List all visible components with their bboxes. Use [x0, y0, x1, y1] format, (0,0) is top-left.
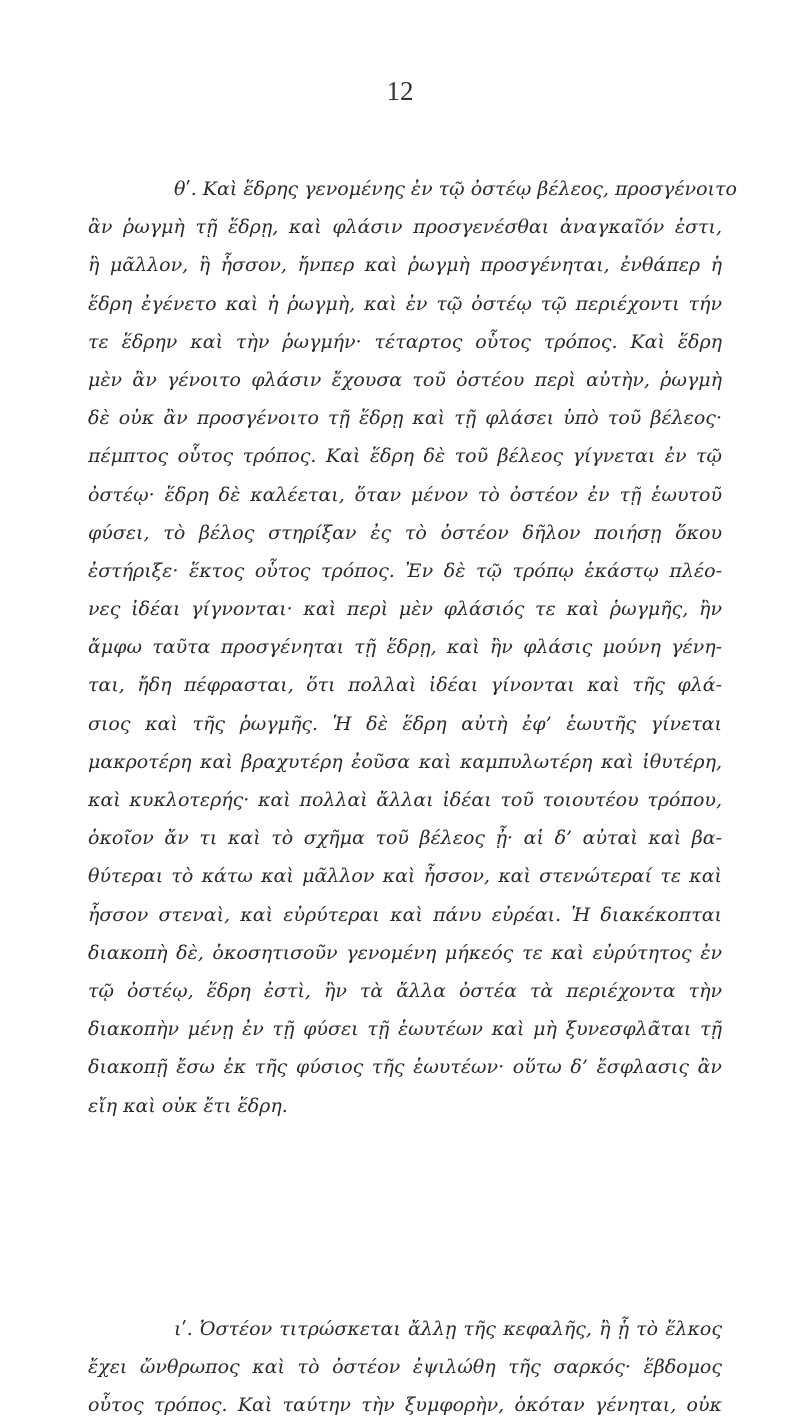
- text-line: δὲ οὐκ ἂν προσγένοιτο τῇ ἕδρῃ καὶ τῇ φλάσει ὑπὸ τοῦ βέλεος·: [88, 407, 722, 430]
- section-theta: [88, 170, 737, 1125]
- text-line: τε ἕδρην καὶ τὴν ῥωγμήν· τέταρτος οὗτος τρόπος. Καὶ ἕδρη: [88, 330, 722, 353]
- text-line: ἐστήριξε· ἕκτος οὗτος τρόπος. Ἐν δὲ τῷ τρόπῳ ἑκάστῳ πλέο-: [88, 559, 722, 582]
- text-line: καὶ κυκλοτερής· καὶ πολλαὶ ἄλλαι ἰδέαι τοῦ τοιουτέου τρόπου,: [88, 789, 722, 811]
- text-line: διακοπὴ δὲ, ὁκοσητισοῦν γενομένη μήκεός τε καὶ εὐρύτητος ἐν: [88, 941, 722, 964]
- text-line: μὲν ἂν γένοιτο φλάσιν ἔχουσα τοῦ ὀστέου περὶ αὐτὴν, ῥωγμὴ: [88, 368, 722, 391]
- text-line: πέμπτος οὗτος τρόπος. Καὶ ἕδρη δὲ τοῦ βέλεος γίγνεται ἐν τῷ: [88, 445, 722, 468]
- text-line: διακοπὴν μένῃ ἐν τῇ φύσει τῇ ἑωυτέων καὶ μὴ ξυνεσφλᾶται τῇ: [88, 1018, 722, 1041]
- text-line: ὀστέῳ· ἕδρη δὲ καλέεται, ὅταν μένον τὸ ὀστέον ἐν τῇ ἑωυτοῦ: [88, 483, 722, 506]
- text-line: θʹ. Καὶ ἕδρης γενομένης ἐν τῷ ὀστέῳ βέλεος, προσγένοιτο: [174, 178, 737, 200]
- text-line: διακοπῇ ἔσω ἐκ τῆς φύσιος τῆς ἑωυτέων· οὕτω δ’ ἔσφλασις ἂν: [88, 1056, 722, 1079]
- text-line: φύσει, τὸ βέλος στηρίξαν ἐς τὸ ὀστέον δῆλον ποιήσῃ ὅκου: [88, 521, 722, 544]
- text-line: ἔχει ὤνθρωπος καὶ τὸ ὀστέον ἐψιλώθη τῆς σαρκός· ἕβδομος: [88, 1356, 722, 1379]
- text-line: οὗτος τρόπος. Καὶ ταύτην τὴν ξυμφορὴν, ὁκόταν γένηται, οὐκ: [88, 1394, 722, 1417]
- text-line: ἧσσον στεναὶ, καὶ εὐρύτεραι καὶ πάνυ εὐρέαι. Ἡ διακέκοπται: [88, 903, 722, 926]
- text-line: ἢ μᾶλλον, ἢ ἧσσον, ἤνπερ καὶ ῥωγμὴ προσγένηται, ἐνθάπερ ἡ: [88, 254, 722, 277]
- text-line: ται, ἤδη πέφρασται, ὅτι πολλαὶ ἰδέαι γίνονται καὶ τῆς φλά-: [88, 674, 722, 697]
- page-number: 12: [386, 76, 414, 106]
- text-line: εἴη καὶ οὐκ ἔτι ἕδρη.: [88, 1094, 288, 1117]
- text-line: ἄμφω ταῦτα προσγένηται τῇ ἕδρῃ, καὶ ἢν φλάσις μούνη γένη-: [88, 636, 722, 659]
- section-iota: [88, 1310, 722, 1425]
- text-line: ἂν ῥωγμὴ τῇ ἕδρῃ, καὶ φλάσιν προσγενέσθαι ἀναγκαῖόν ἐστι,: [88, 216, 722, 239]
- text-line: νες ἰδέαι γίγνονται· καὶ περὶ μὲν φλάσιός τε καὶ ῥωγμῆς, ἢν: [88, 598, 722, 621]
- text-line: τῷ ὀστέῳ, ἕδρη ἐστὶ, ἢν τὰ ἄλλα ὀστέα τὰ περιέχοντα τὴν: [88, 979, 722, 1002]
- text-line: ἕδρη ἐγένετο καὶ ἡ ῥωγμὴ, καὶ ἐν τῷ ὀστέῳ τῷ περιέχοντι τήν: [88, 292, 722, 315]
- text-line: μακροτέρη καὶ βραχυτέρη ἐοῦσα καὶ καμπυλωτέρη καὶ ἰθυτέρη,: [88, 750, 722, 773]
- text-line: θύτεραι τὸ κάτω καὶ μᾶλλον καὶ ἧσσον, καὶ στενώτεραί τε καὶ: [88, 865, 722, 888]
- text-line: σιος καὶ τῆς ῥωγμῆς. Ἡ δὲ ἕδρη αὐτὴ ἐφ’ ἑωυτῆς γίνεται: [88, 712, 722, 735]
- text-line: ὁκοῖον ἄν τι καὶ τὸ σχῆμα τοῦ βέλεος ᾖ· αἱ δ’ αὐταὶ καὶ βα-: [88, 827, 722, 850]
- text-line: ιʹ. Ὀστέον τιτρώσκεται ἄλλῃ τῆς κεφαλῆς, ἢ ᾗ τὸ ἕλκος: [174, 1318, 722, 1340]
